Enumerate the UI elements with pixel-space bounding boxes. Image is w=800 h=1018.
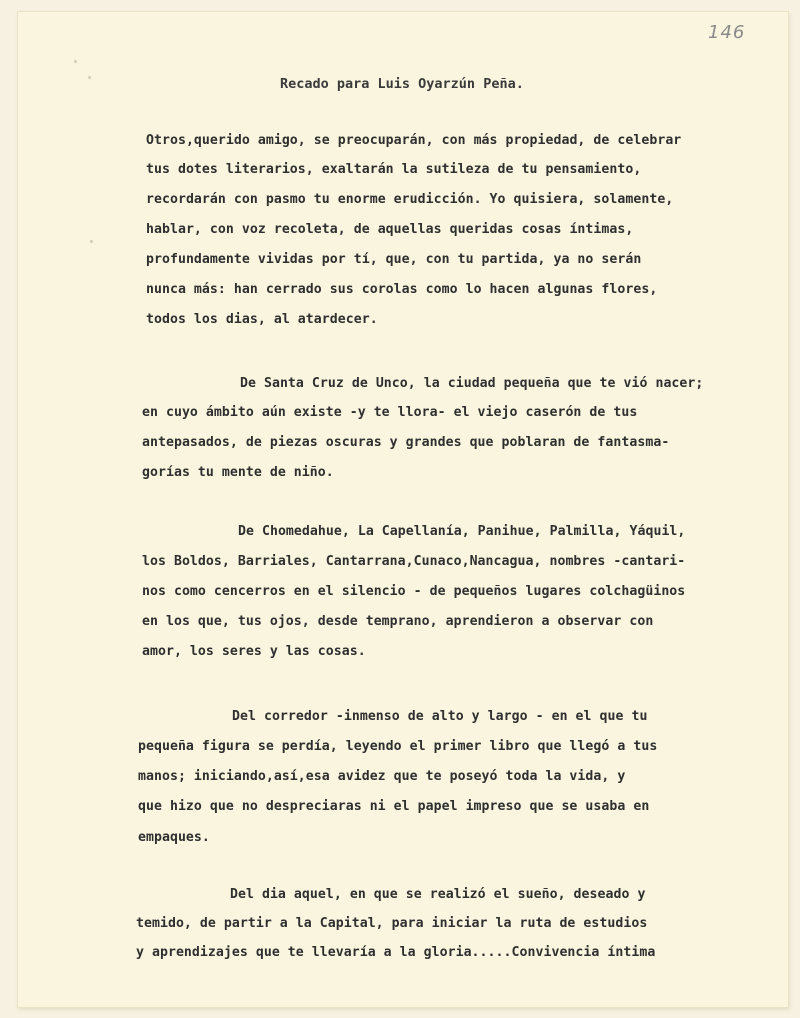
text-line: pequeña figura se perdía, leyendo el primer libro que llegó a tus — [138, 739, 658, 754]
paper-speck — [74, 60, 77, 63]
text-line: tus dotes literarios, exaltarán la sutileza de tu pensamiento, — [146, 162, 642, 177]
text-line: De Chomedahue, La Capellanía, Panihue, Palmilla, Yáquil, — [238, 524, 686, 539]
text-line: De Santa Cruz de Unco, la ciudad pequeña que te vió nacer; — [240, 376, 704, 391]
text-line: antepasados, de piezas oscuras y grandes que poblaran de fantasma- — [142, 435, 670, 450]
text-line: en los que, tus ojos, desde temprano, aprendieron a observar con — [142, 614, 654, 629]
text-line: Del dia aquel, en que se realizó el sueño, deseado y — [230, 887, 646, 902]
text-line: amor, los seres y las cosas. — [142, 644, 366, 659]
paper-speck — [88, 76, 91, 79]
text-line: en cuyo ámbito aún existe -y te llora- el viejo caserón de tus — [142, 405, 638, 420]
text-line: temido, de partir a la Capital, para iniciar la ruta de estudios — [136, 916, 648, 931]
text-line: y aprendizajes que te llevaría a la gloria.....Convivencia íntima — [136, 945, 656, 960]
page-number: 146 — [708, 22, 746, 43]
text-line: recordarán con pasmo tu enorme erudicción. Yo quisiera, solamente, — [146, 192, 674, 207]
text-line: manos; iniciando,así,esa avidez que te poseyó toda la vida, y — [138, 769, 626, 784]
document-page — [18, 12, 788, 1007]
paper-speck — [90, 240, 93, 243]
text-line: empaques. — [138, 830, 210, 845]
text-line: los Boldos, Barriales, Cantarrana,Cunaco,Nancagua, nombres -cantari- — [142, 554, 686, 569]
text-line: que hizo que no despreciaras ni el papel impreso que se usaba en — [138, 799, 650, 814]
text-line: nos como cencerros en el silencio - de pequeños lugares colchagüinos — [142, 584, 686, 599]
text-line: gorías tu mente de niño. — [142, 465, 334, 480]
text-line: profundamente vividas por tí, que, con tu partida, ya no serán — [146, 252, 642, 267]
text-line: Otros,querido amigo, se preocuparán, con más propiedad, de celebrar — [146, 133, 682, 148]
text-line: todos los dias, al atardecer. — [146, 312, 378, 327]
text-line: nunca más: han cerrado sus corolas como lo hacen algunas flores, — [146, 282, 658, 297]
letter-title: Recado para Luis Oyarzún Peña. — [280, 76, 524, 92]
text-line: hablar, con voz recoleta, de aquellas queridas cosas íntimas, — [146, 222, 634, 237]
text-line: Del corredor -inmenso de alto y largo - en el que tu — [232, 709, 648, 724]
